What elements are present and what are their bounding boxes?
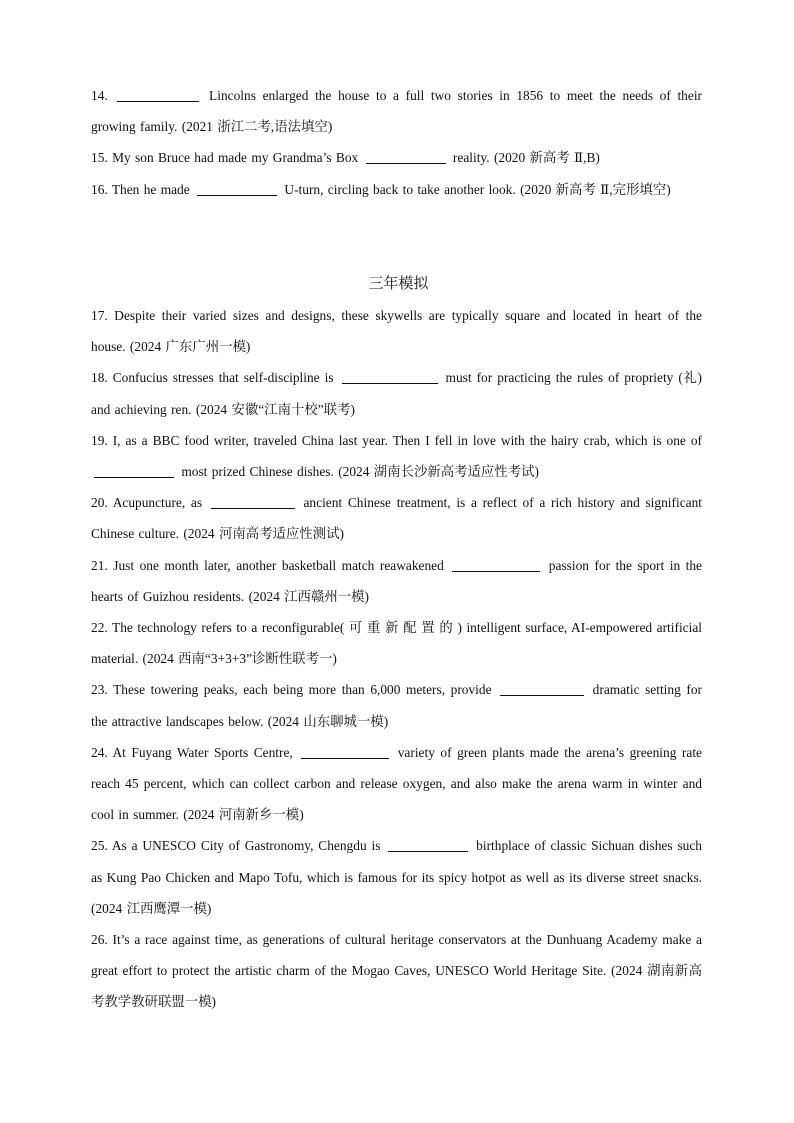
question-text-pre: 14. [91, 88, 115, 103]
answer-blank[interactable] [117, 86, 199, 102]
question-text-pre: 20. Acupuncture, as [91, 495, 208, 511]
question-text-post: passion for the sport in the hearts of Guizhou residents. (2024 江西赣州一模) [91, 557, 702, 604]
question-text-pre: 25. As a UNESCO City of Gastronomy, Chengdu is [91, 838, 386, 854]
answer-blank[interactable] [211, 493, 295, 509]
question-text-pre: 16. Then he made [91, 181, 195, 197]
question-q14 [91, 80, 702, 142]
question-q24 [91, 737, 702, 831]
question-text-post: Lincolns enlarged the house to a full two stories in 1856 to meet the needs of their growing family. (2021 浙江二考,语法填空) [91, 88, 703, 135]
question-text-pre: 22. The technology refers to a reconfigurable( 可 重 新 配 置 的 ) intelligent surface, AI-empowered artificial material. (2024 西南“3+3+3”诊断性联考一) [91, 620, 702, 667]
answer-blank[interactable] [197, 180, 277, 196]
question-text-post: reality. (2020 新高考 Ⅱ,B) [448, 150, 600, 166]
question-q15 [91, 142, 702, 173]
document-page [91, 80, 702, 1018]
answer-blank[interactable] [452, 556, 540, 572]
question-q25 [91, 830, 702, 924]
question-text-pre: 18. Confucius stresses that self-discipline is [91, 370, 339, 386]
answer-blank[interactable] [500, 680, 584, 696]
question-text-post: birthplace of classic Sichuan dishes such as Kung Pao Chicken and Mapo Tofu, which is famous for its spicy hotpot as well as its diverse street snacks. (2024 江西鹰潭一模) [91, 838, 702, 916]
question-text-post: must for practicing the rules of propriety (礼) and achieving ren. (2024 安徽“江南十校”联考) [91, 370, 702, 417]
question-q23 [91, 674, 702, 736]
question-text-pre: 17. Despite their varied sizes and designs, these skywells are typically square and located in heart of the house. (2024 广东广州一模) [91, 308, 702, 355]
question-text-pre: 26. It’s a race against time, as generations of cultural heritage conservators at the Dunhuang Academy make a great effort to protect the artistic charm of the Mogao Caves, UNESCO World Heritage Site. (2024 湖南新高考教学教研联盟一模) [91, 932, 702, 1010]
question-q17 [91, 300, 702, 362]
answer-blank[interactable] [94, 462, 174, 478]
answer-blank[interactable] [366, 148, 446, 164]
answer-blank[interactable] [342, 368, 438, 384]
question-q22 [91, 612, 702, 674]
question-list-top [91, 80, 702, 205]
question-q16 [91, 174, 702, 205]
question-q20 [91, 487, 702, 549]
question-q21 [91, 550, 702, 612]
question-list-bottom [91, 300, 702, 1018]
question-text-pre: 19. I, as a BBC food writer, traveled China last year. Then I fell in love with the hairy crab, which is one of [91, 432, 702, 448]
question-text-post: U-turn, circling back to take another look. (2020 新高考 Ⅱ,完形填空) [280, 181, 671, 197]
question-text-post: most prized Chinese dishes. (2024 湖南长沙新高考适应性考试) [177, 464, 539, 480]
question-text-post: ancient Chinese treatment, is a reflect of a rich history and significant Chinese culture. (2024 河南高考适应性测试) [91, 495, 702, 542]
answer-blank[interactable] [388, 836, 468, 852]
question-text-post: dramatic setting for the attractive landscapes below. (2024 山东聊城一模) [91, 682, 702, 729]
question-text-pre: 24. At Fuyang Water Sports Centre, [91, 744, 299, 760]
question-q19 [91, 425, 702, 487]
question-text-pre: 21. Just one month later, another basketball match reawakened [91, 557, 450, 573]
question-q18 [91, 362, 702, 424]
answer-blank[interactable] [301, 743, 389, 759]
question-q26 [91, 924, 702, 1018]
question-text-pre: 15. My son Bruce had made my Grandma’s Box [91, 150, 363, 166]
question-text-post: variety of green plants made the arena’s greening rate reach 45 percent, which can collect carbon and release oxygen, and also make the arena warm in winter and cool in summer. (2024 河南新乡一模) [91, 744, 702, 823]
question-text-pre: 23. These towering peaks, each being more than 6,000 meters, provide [91, 682, 498, 698]
section-title: 三年模拟 [368, 275, 429, 292]
